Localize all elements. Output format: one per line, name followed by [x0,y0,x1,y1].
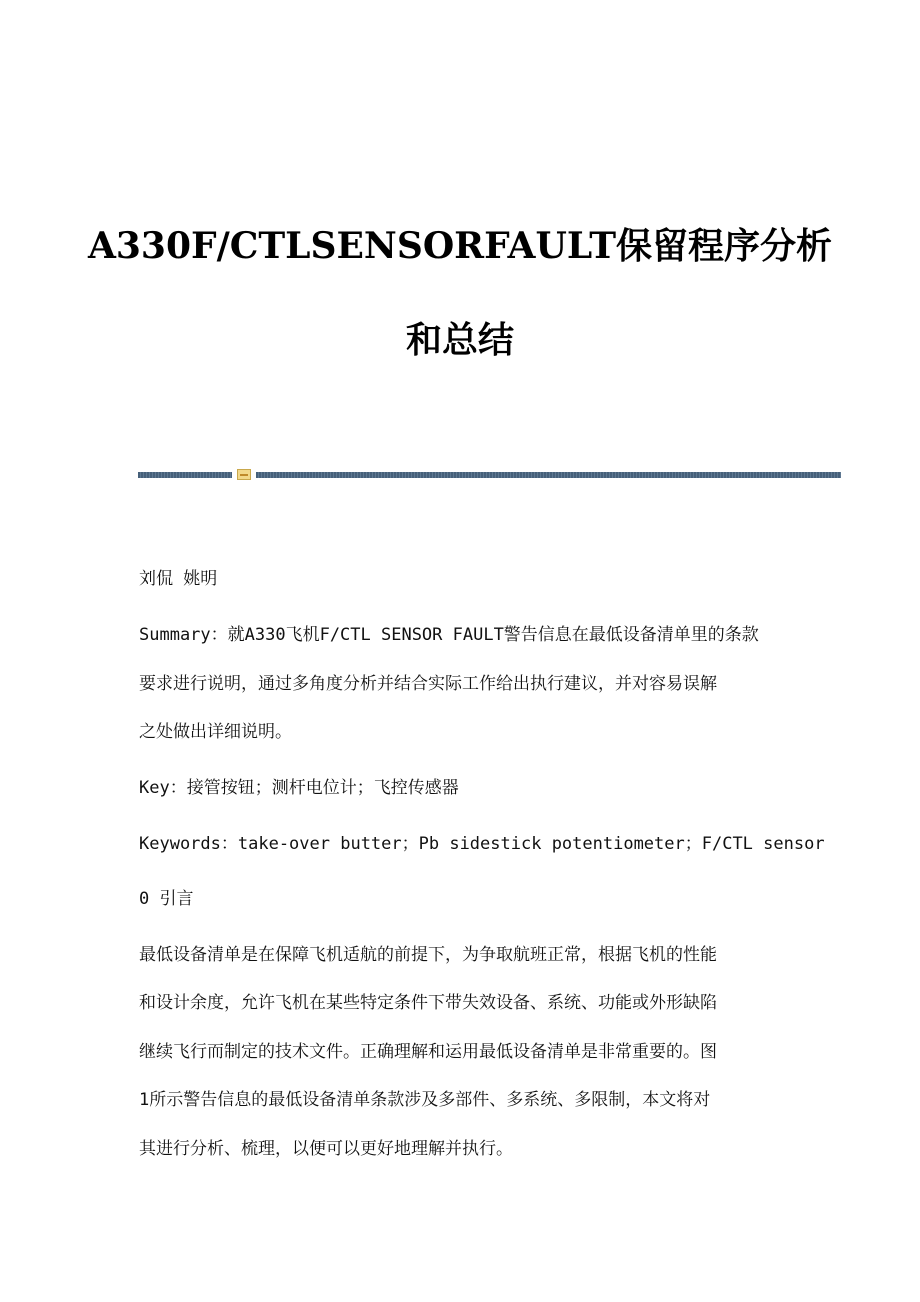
document-title-line-2: 和总结 [405,319,514,361]
keywords-line: Keywords：take-over butter；Pb sidestick potentiometer；F/CTL sensor [139,834,825,854]
divider-bar-right [256,472,841,478]
body-line-5: 其进行分析、梳理，以便可以更好地理解并执行。 [139,1139,513,1159]
divider-ornament-icon [237,469,251,480]
section-heading: 0 引言 [139,889,194,909]
authors: 刘侃 姚明 [139,569,218,589]
summary-line-1: Summary：就A330飞机F/CTL SENSOR FAULT警告信息在最低设备清单里的条款 [139,625,759,645]
divider-bar-left [138,472,232,478]
document-title-line-1: A330F/CTLSENSORFAULT保留程序分析 [87,225,833,267]
body-line-1: 最低设备清单是在保障飞机适航的前提下，为争取航班正常，根据飞机的性能 [139,945,717,965]
summary-line-3: 之处做出详细说明。 [139,722,292,742]
body-line-2: 和设计余度，允许飞机在某些特定条件下带失效设备、系统、功能或外形缺陷 [139,993,717,1013]
key-line: Key：接管按钮；测杆电位计；飞控传感器 [139,778,459,798]
title-divider [138,469,841,479]
summary-line-2: 要求进行说明，通过多角度分析并结合实际工作给出执行建议，并对容易误解 [139,674,717,694]
body-line-4: 1所示警告信息的最低设备清单条款涉及多部件、多系统、多限制，本文将对 [139,1090,711,1110]
body-line-3: 继续飞行而制定的技术文件。正确理解和运用最低设备清单是非常重要的。图 [139,1042,717,1062]
